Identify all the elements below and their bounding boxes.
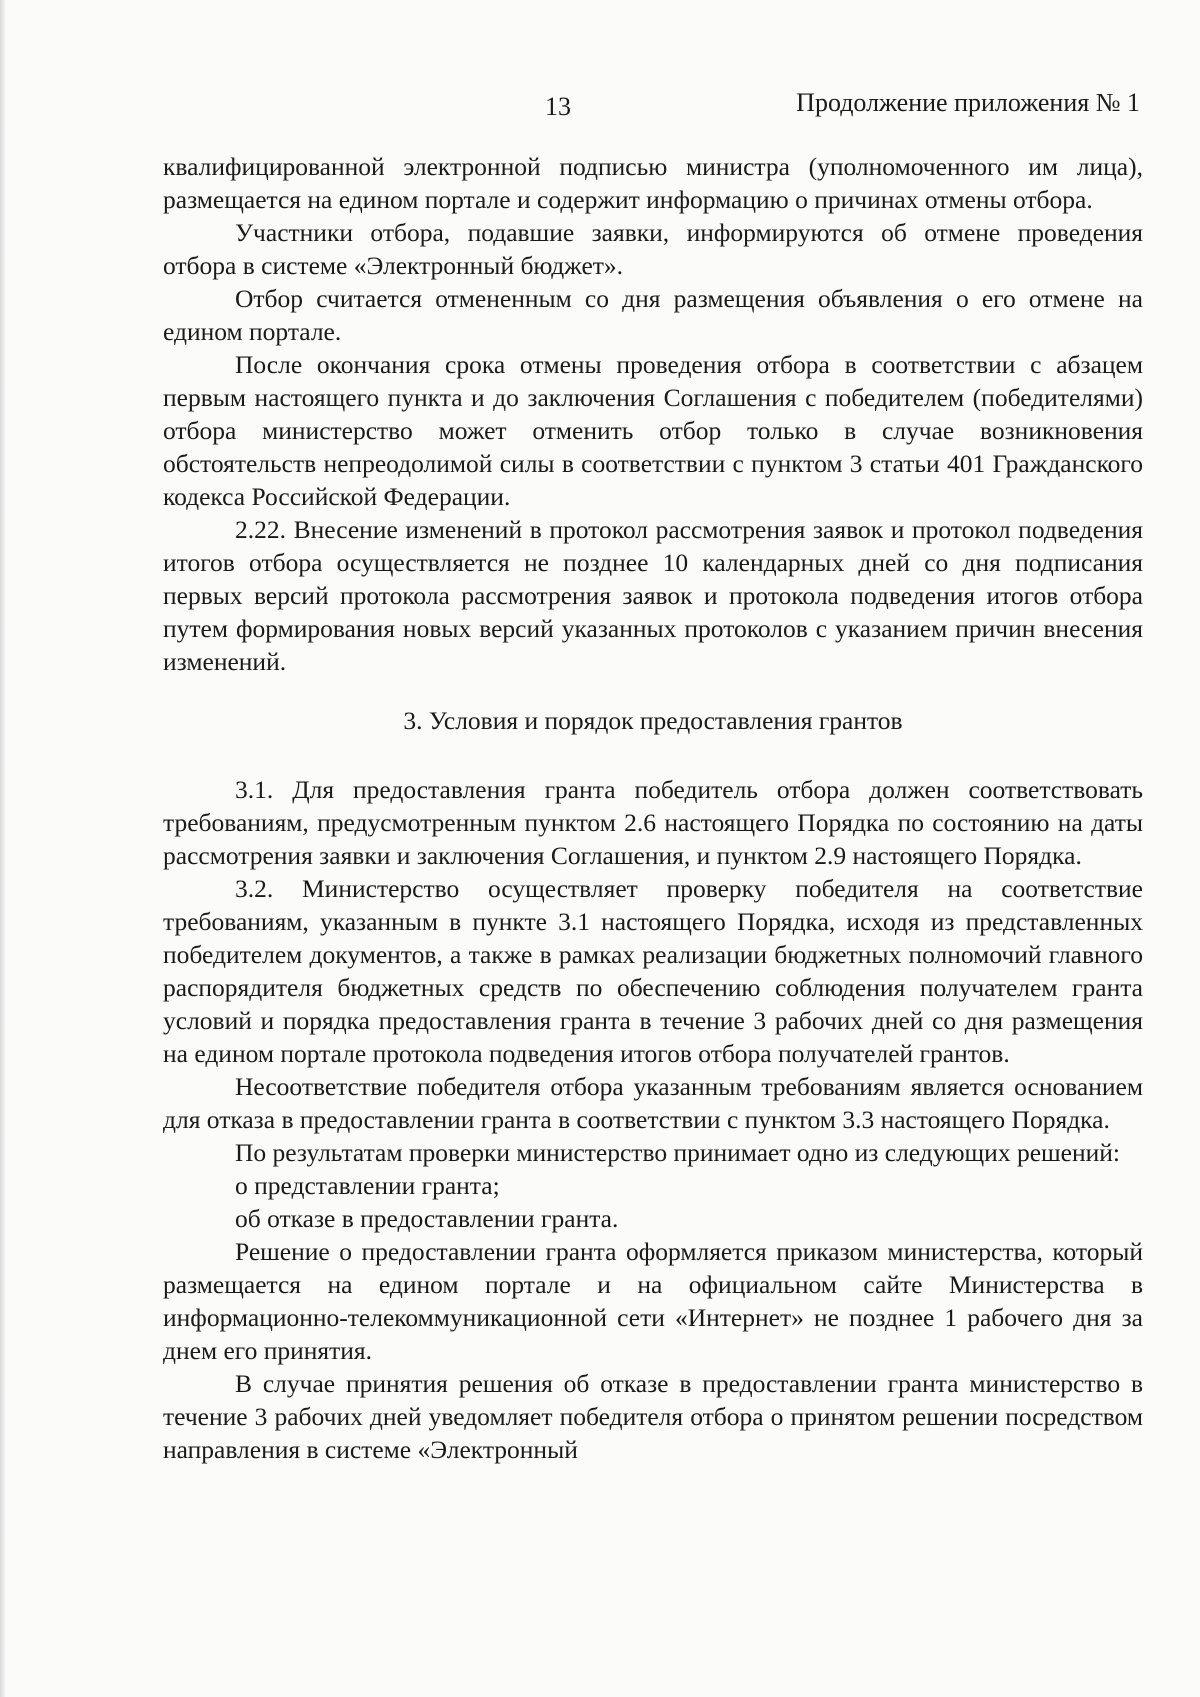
paragraph: об отказе в предоставлении гранта. [235, 1204, 619, 1233]
paragraph: Решение о предоставлении гранта оформляется приказом министерства, который размещается на едином портале и на официальном сайте Министерства в информационно-телекоммуникационной сети «Интернет» не позднее 1 рабочего дня за днем его принятия. [163, 1237, 1143, 1365]
page-number: 13 [545, 92, 571, 121]
document-body [163, 150, 1143, 1466]
paragraph: Отбор считается отмененным со дня размещения объявления о его отмене на едином портале. [163, 284, 1143, 346]
paragraph: После окончания срока отмены проведения отбора в соответствии с абзацем первым настоящего пункта и до заключения Соглашения с победителем (победителями) отбора министерство может отменить отбор только в случае возникновения обстоятельств непреодолимой силы в соответствии с пунктом 3 статьи 401 Гражданского кодекса Российской Федерации. [163, 350, 1143, 511]
paragraph: Несоответствие победителя отбора указанным требованиям является основанием для отказа в предоставлении гранта в соответствии с пунктом 3.3 настоящего Порядка. [163, 1072, 1143, 1134]
paragraph: Участники отбора, подавшие заявки, информируются об отмене проведения отбора в системе «Электронный бюджет». [163, 218, 1143, 280]
paragraphs-before-section [163, 150, 1143, 678]
paragraphs-after-section [163, 773, 1143, 1466]
paragraph: 2.22. Внесение изменений в протокол рассмотрения заявок и протокол подведения итогов отбора осуществляется не позднее 10 календарных дней со дня подписания первых версий протокола рассмотрения заявок и протокола подведения итогов отбора путем формирования новых версий указанных протоколов с указанием причин внесения изменений. [163, 515, 1143, 676]
paragraph: 3.2. Министерство осуществляет проверку победителя на соответствие требованиям, указанным в пункте 3.1 настоящего Порядка, исходя из представленных победителем документов, а также в рамках реализации бюджетных полномочий главного распорядителя бюджетных средств по обеспечению соблюдения получателем гранта условий и порядка предоставления гранта в течение 3 рабочих дней со дня размещения на едином портале протокола подведения итогов отбора получателей грантов. [163, 874, 1143, 1068]
paragraph: В случае принятия решения об отказе в предоставлении гранта министерство в течение 3 рабочих дней уведомляет победителя отбора о принятом решении посредством направления в системе «Электронный [163, 1369, 1143, 1464]
paragraph: о представлении гранта; [235, 1171, 500, 1200]
paragraph: По результатам проверки министерство принимает одно из следующих решений: [235, 1138, 1121, 1167]
page-header [165, 88, 1140, 128]
scan-edge [0, 0, 6, 1697]
paragraph: квалифицированной электронной подписью министра (уполномоченного им лица), размещается на едином портале и содержит информацию о причинах отмены отбора. [163, 152, 1143, 214]
paragraph: 3.1. Для предоставления гранта победитель отбора должен соответствовать требованиям, предусмотренным пунктом 2.6 настоящего Порядка по состоянию на даты рассмотрения заявки и заключения Соглашения, и пунктом 2.9 настоящего Порядка. [163, 775, 1143, 870]
section-heading: 3. Условия и порядок предоставления грантов [403, 706, 903, 735]
appendix-label: Продолжение приложения № 1 [796, 88, 1140, 117]
